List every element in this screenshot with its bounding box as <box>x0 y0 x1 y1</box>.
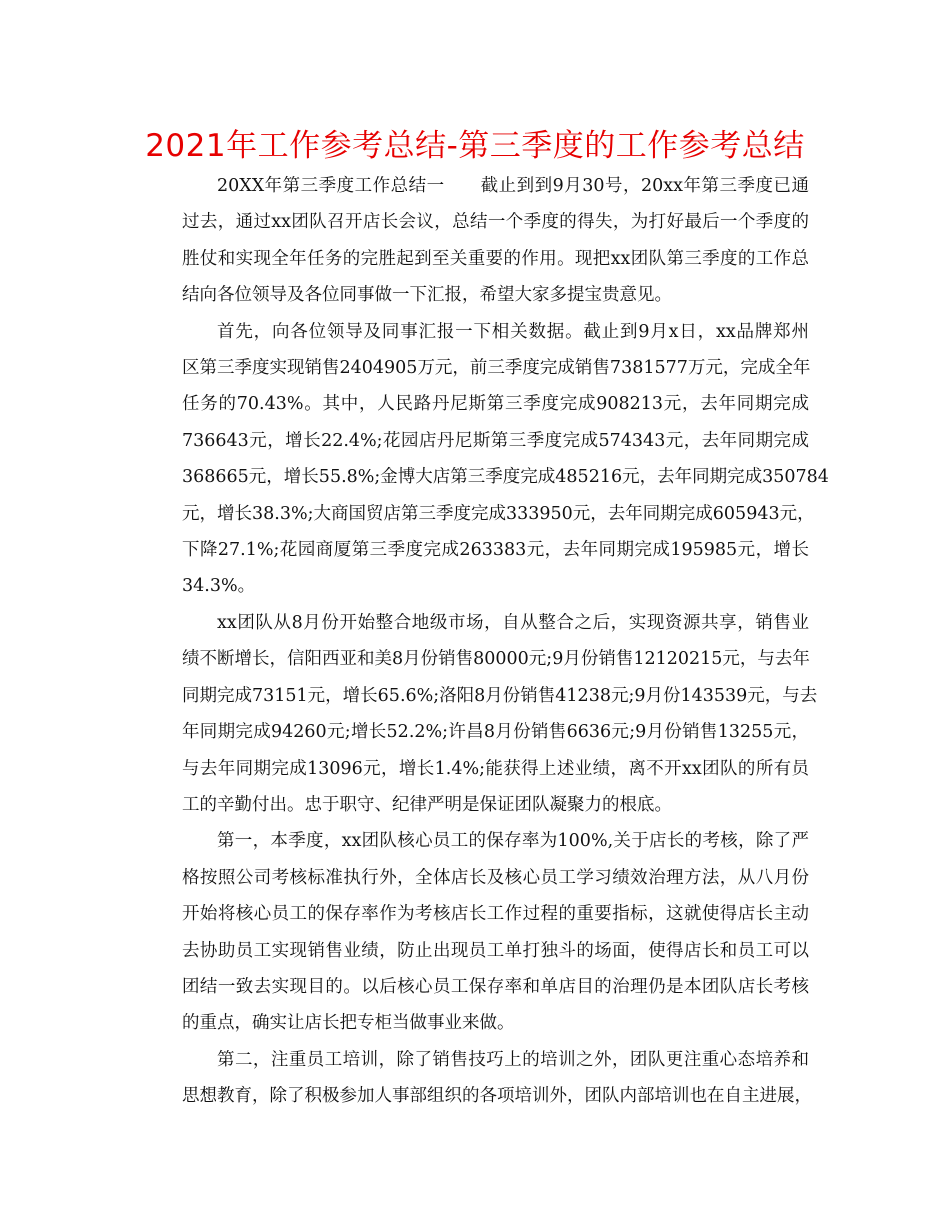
paragraph-second-point <box>147 1042 812 1115</box>
document-title: 2021年工作参考总结-第三季度的工作参考总结 <box>145 128 805 164</box>
text-line: 34.3%。 <box>182 576 256 597</box>
text-line: 第一，本季度，xx团队核心员工的保存率为100%,关于店长的考核，除了严 <box>217 831 809 852</box>
text-line: 思想教育，除了积极参加人事部组织的各项培训外，团队内部培训也在自主进展， <box>182 1086 812 1107</box>
text-line: 20XX年第三季度工作总结一 截止到到9月30号，20xx年第三季度已通 <box>217 176 809 196</box>
text-line: 的重点，确实让店长把专柜当做事业来做。 <box>182 1013 515 1034</box>
text-line: 下降27.1%;花园商厦第三季度完成263383元，去年同期完成195985元，增长 <box>182 540 809 561</box>
text-line: 区第三季度实现销售2404905万元，前三季度完成销售7381577万元，完成全年 <box>182 358 811 379</box>
text-line: 团结一致去实现目的。以后核心员工保存率和单店目的治理仍是本团队店长考核 <box>182 976 809 997</box>
text-line: 首先，向各位领导及同事汇报一下相关数据。截止到9月x日，xx品牌郑州 <box>217 321 809 342</box>
text-line: 736643元，增长22.4%;花园店丹尼斯第三季度完成574343元，去年同期完成 <box>182 430 809 451</box>
text-line: 任务的70.43%。其中，人民路丹尼斯第三季度完成908213元，去年同期完成 <box>182 394 809 415</box>
text-line: 年同期完成94260元;增长52.2%;许昌8月份销售6636元;9月份销售13255元， <box>182 722 809 743</box>
document-body <box>147 168 829 1115</box>
text-line: 结向各位领导及各位同事做一下汇报，希望大家多提宝贵意见。 <box>182 285 672 306</box>
text-line: 格按照公司考核标准执行外，全体店长及核心员工学习绩效治理方法，从八月份 <box>182 867 809 888</box>
text-line: 工的辛勤付出。忠于职守、纪律严明是保证团队凝聚力的根底。 <box>182 794 672 815</box>
text-line: 开始将核心员工的保存率作为考核店长工作过程的重要指标，这就使得店长主动 <box>182 904 809 925</box>
text-line: 元，增长38.3%;大商国贸店第三季度完成333950元，去年同期完成605943元， <box>182 503 815 524</box>
text-line: 绩不断增长，信阳西亚和美8月份销售80000元;9月份销售12120215元，与去年 <box>182 649 810 670</box>
paragraph-market-integration <box>147 605 818 823</box>
text-line: 368665元，增长55.8%;金博大店第三季度完成485216元，去年同期完成350784 <box>182 467 829 488</box>
text-line: xx团队从8月份开始整合地级市场，自从整合之后，实现资源共享，销售业 <box>217 612 809 633</box>
paragraph-first-point <box>147 823 809 1041</box>
paragraph-intro <box>147 168 809 314</box>
paragraph-data-report <box>147 314 829 605</box>
text-line: 第二，注重员工培训，除了销售技巧上的培训之外，团队更注重心态培养和 <box>217 1049 809 1070</box>
text-line: 胜仗和实现全年任务的完胜起到至关重要的作用。现把xx团队第三季度的工作总 <box>182 248 809 269</box>
text-line: 去协助员工实现销售业绩，防止出现员工单打独斗的场面，使得店长和员工可以 <box>182 940 809 961</box>
text-line: 与去年同期完成13096元，增长1.4%;能获得上述业绩，离不开xx团队的所有员 <box>182 758 809 779</box>
text-line: 过去，通过xx团队召开店长会议，总结一个季度的得失，为打好最后一个季度的 <box>182 212 809 233</box>
text-line: 同期完成73151元，增长65.6%;洛阳8月份销售41238元;9月份143539元，与去 <box>182 685 818 706</box>
